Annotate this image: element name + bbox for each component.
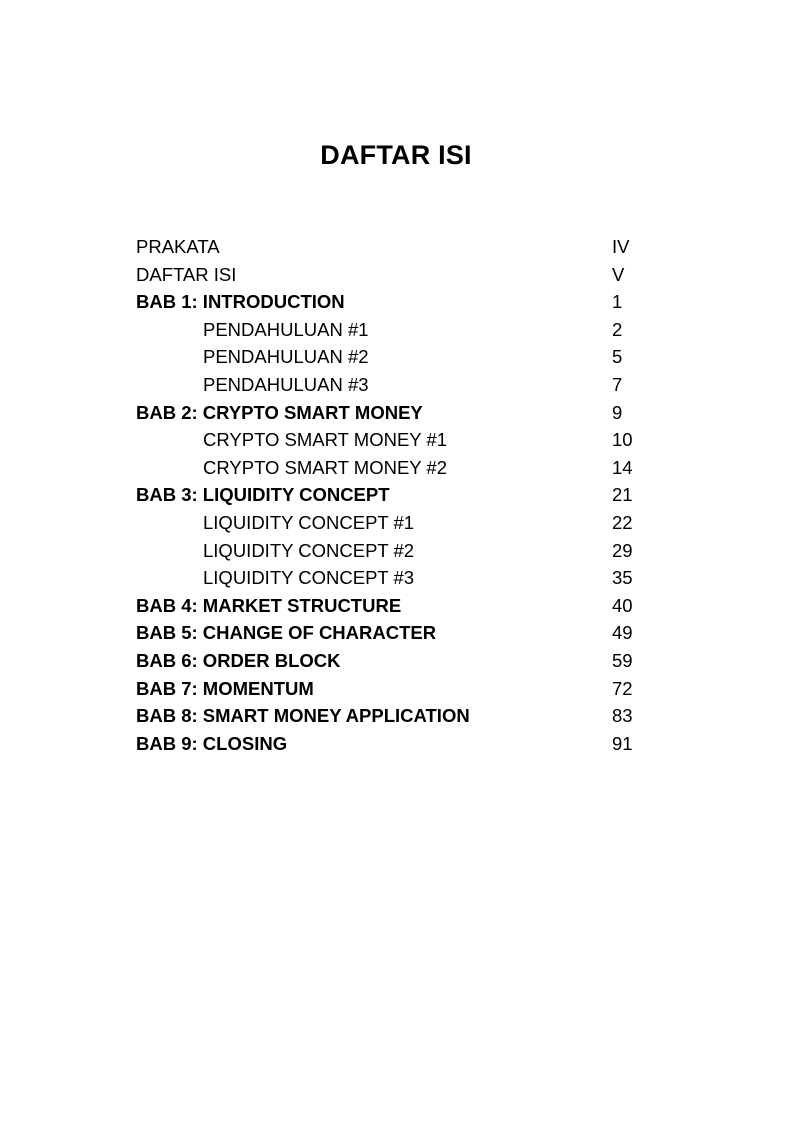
toc-subsection-entry bbox=[136, 316, 656, 344]
toc-chapter-entry bbox=[136, 288, 656, 316]
toc-entry bbox=[136, 261, 656, 289]
page-title: DAFTAR ISI bbox=[320, 140, 472, 170]
toc-subsection-entry bbox=[136, 343, 656, 371]
toc-chapter-entry bbox=[136, 675, 656, 703]
toc-subsection-entry bbox=[136, 564, 656, 592]
toc-entry-title: PENDAHULUAN #1 bbox=[203, 318, 369, 340]
toc-entry-title: LIQUIDITY CONCEPT #1 bbox=[203, 511, 415, 533]
toc-entry-page-number: 91 bbox=[612, 732, 633, 754]
toc-entry-title: BAB 5: CHANGE OF CHARACTER bbox=[136, 622, 437, 644]
toc-entry-title: BAB 9: CLOSING bbox=[136, 732, 288, 754]
toc-subsection-entry bbox=[136, 371, 656, 399]
toc-entry-page-number: 21 bbox=[612, 484, 633, 506]
toc-entry-page-number: 10 bbox=[612, 429, 633, 451]
toc-entry-title: CRYPTO SMART MONEY #1 bbox=[203, 429, 448, 451]
toc-entry-title: LIQUIDITY CONCEPT #2 bbox=[203, 539, 415, 561]
toc-chapter-entry bbox=[136, 592, 656, 620]
toc-entry-title: BAB 7: MOMENTUM bbox=[136, 677, 314, 699]
toc-subsection-entry bbox=[136, 509, 656, 537]
toc-entry-page-number: 49 bbox=[612, 622, 633, 644]
toc-entry-page-number: IV bbox=[612, 236, 630, 257]
toc-entry-title: BAB 3: LIQUIDITY CONCEPT bbox=[136, 484, 390, 506]
toc-entry-title: LIQUIDITY CONCEPT #3 bbox=[203, 567, 415, 589]
toc-entry-title: BAB 4: MARKET STRUCTURE bbox=[136, 594, 402, 616]
toc-subsection-entry bbox=[136, 426, 656, 454]
toc-chapter-entry bbox=[136, 481, 656, 509]
toc-chapter-entry bbox=[136, 619, 656, 647]
toc-entry-page-number: 29 bbox=[612, 539, 633, 561]
toc-entry-page-number: 14 bbox=[612, 456, 633, 478]
toc-entry-title: BAB 2: CRYPTO SMART MONEY bbox=[136, 401, 423, 423]
toc-entry-page-number: 1 bbox=[612, 291, 623, 313]
toc-entry-page-number: 7 bbox=[612, 373, 623, 395]
toc-entry-title: PENDAHULUAN #2 bbox=[203, 346, 369, 368]
toc-subsection-entry bbox=[136, 454, 656, 482]
toc-entry bbox=[136, 233, 656, 261]
toc-chapter-entry bbox=[136, 730, 656, 758]
toc-entry-title: DAFTAR ISI bbox=[136, 263, 237, 285]
toc-entry-page-number: V bbox=[612, 263, 625, 285]
toc-entry-title: BAB 6: ORDER BLOCK bbox=[136, 649, 341, 671]
toc-entry-page-number: 5 bbox=[612, 346, 623, 368]
toc-entry-page-number: 2 bbox=[612, 318, 623, 340]
toc-chapter-entry bbox=[136, 702, 656, 730]
toc-entry-page-number: 59 bbox=[612, 649, 633, 671]
toc-entry-page-number: 72 bbox=[612, 677, 633, 699]
toc-entry-page-number: 22 bbox=[612, 511, 633, 533]
toc-entry-title: BAB 1: INTRODUCTION bbox=[136, 291, 345, 313]
toc-subsection-entry bbox=[136, 537, 656, 565]
toc-entry-page-number: 83 bbox=[612, 705, 633, 727]
toc-chapter-entry bbox=[136, 399, 656, 427]
toc-entry-page-number: 9 bbox=[612, 401, 623, 423]
toc-entry-title: PRAKATA bbox=[136, 236, 220, 257]
toc-entry-title: PENDAHULUAN #3 bbox=[203, 373, 369, 395]
toc-chapter-entry bbox=[136, 647, 656, 675]
toc-entry-page-number: 40 bbox=[612, 594, 633, 616]
toc-entry-page-number: 35 bbox=[612, 567, 633, 589]
toc-entry-title: BAB 8: SMART MONEY APPLICATION bbox=[136, 705, 470, 727]
toc-entry-title: CRYPTO SMART MONEY #2 bbox=[203, 456, 448, 478]
table-of-contents bbox=[136, 233, 656, 757]
